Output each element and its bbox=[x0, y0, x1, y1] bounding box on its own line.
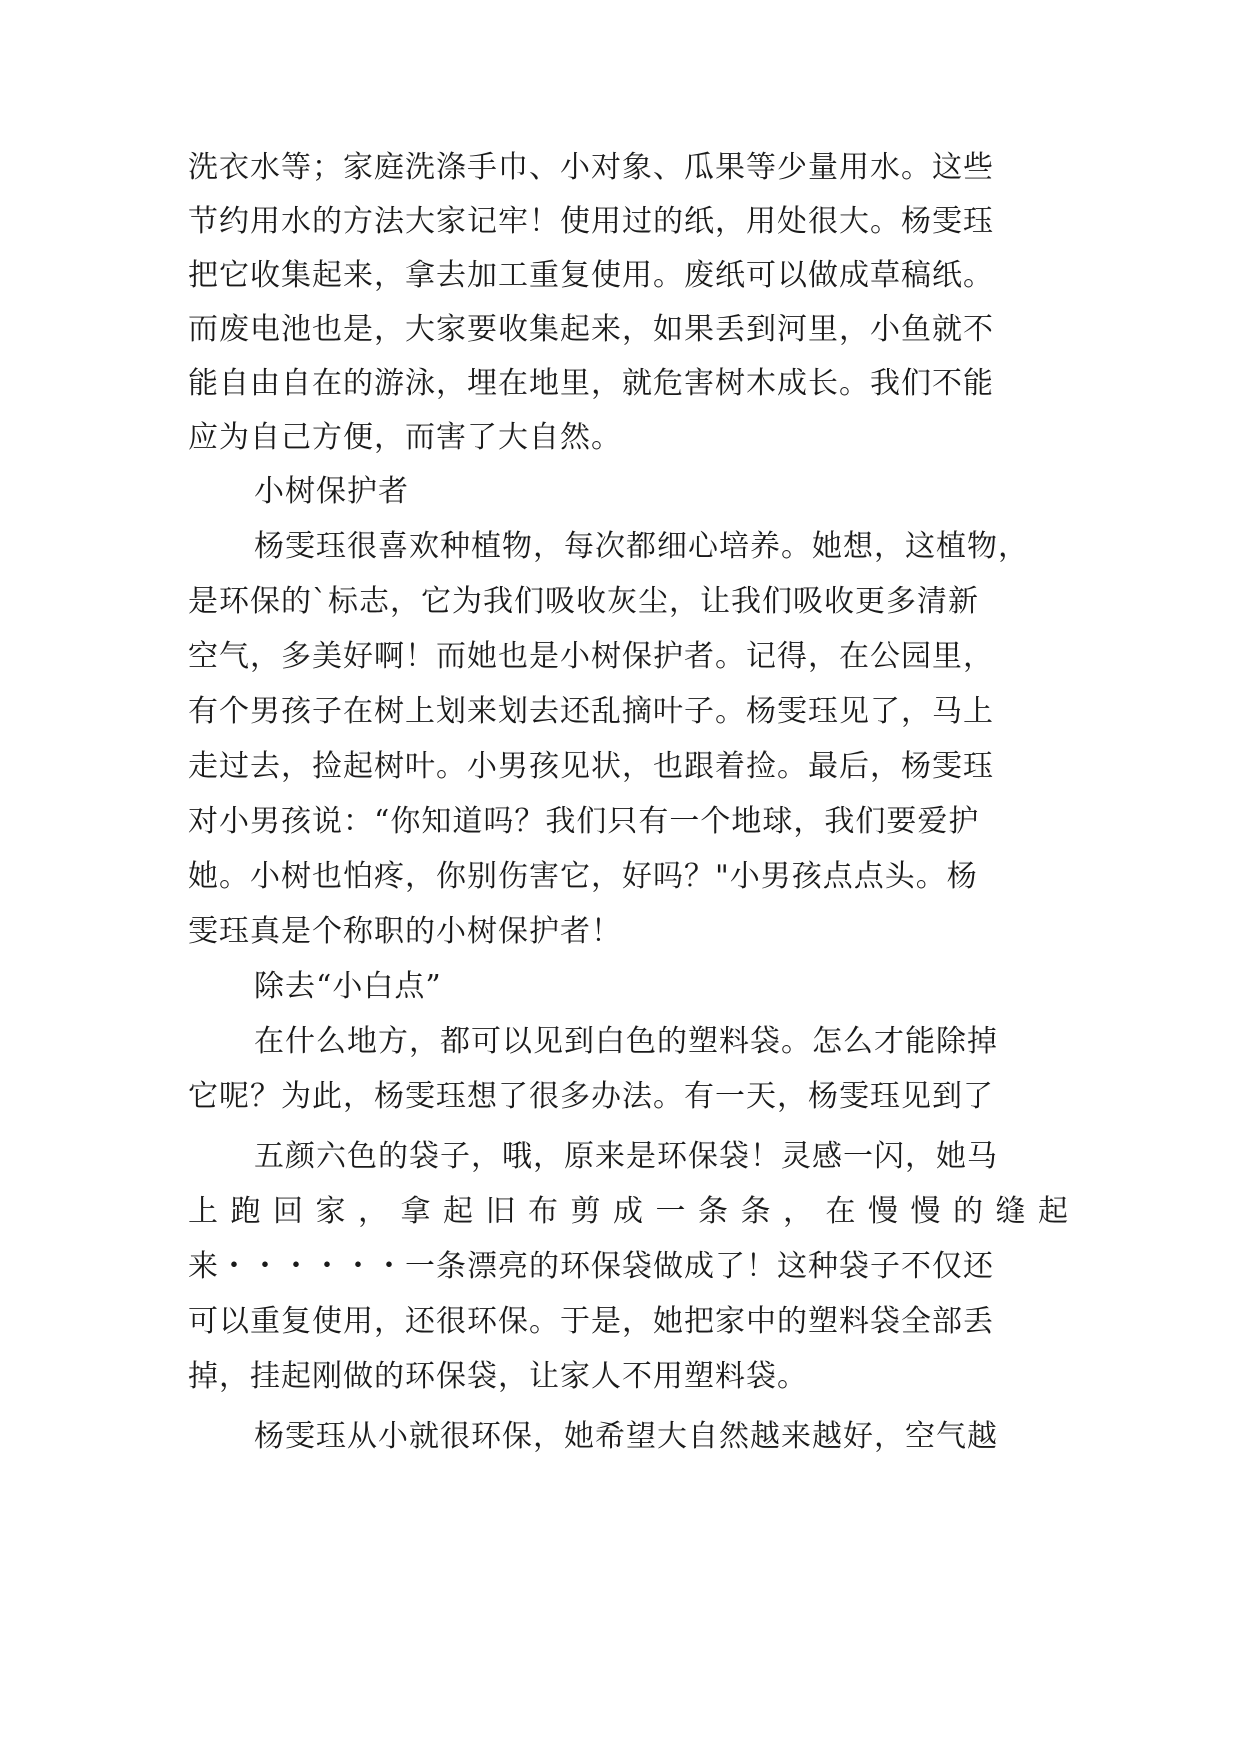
body-text-line: 有个男孩子在树上划来划去还乱摘叶子。杨雯珏见了，马上 bbox=[188, 694, 994, 729]
section-heading-tree-protector: 小树保护者 bbox=[254, 474, 409, 509]
body-text-line: 节约用水的方法大家记牢！使用过的纸，用处很大。杨雯珏 bbox=[188, 204, 994, 239]
section-heading-white-spots: 除去“小白点” bbox=[254, 969, 442, 1004]
body-text-line: 空气，多美好啊！而她也是小树保护者。记得，在公园里， bbox=[188, 639, 994, 674]
body-text-line: 能自由自在的游泳，埋在地里，就危害树木成长。我们不能 bbox=[188, 366, 994, 401]
body-text-line: 来・・・・・・一条漂亮的环保袋做成了！这种袋子不仅还 bbox=[188, 1249, 994, 1284]
body-text-line: 她。小树也怕疼，你别伤害它，好吗？"小男孩点点头。杨 bbox=[188, 859, 978, 894]
body-text-line: 杨雯珏从小就很环保，她希望大自然越来越好，空气越 bbox=[254, 1419, 998, 1454]
body-text-line: 掉，挂起刚做的环保袋，让家人不用塑料袋。 bbox=[188, 1359, 808, 1394]
body-text-line: 杨雯珏很喜欢种植物，每次都细心培养。她想，这植物， bbox=[254, 529, 1029, 564]
body-text-line: 应为自己方便，而害了大自然。 bbox=[188, 420, 622, 455]
body-text-line: 是环保的`标志，它为我们吸收灰尘，让我们吸收更多清新 bbox=[188, 584, 979, 619]
body-text-line: 五颜六色的袋子，哦，原来是环保袋！灵感一闪，她马 bbox=[254, 1139, 998, 1174]
body-text-line: 把它收集起来，拿去加工重复使用。废纸可以做成草稿纸。 bbox=[188, 258, 994, 293]
body-text-line: 而废电池也是，大家要收集起来，如果丢到河里，小鱼就不 bbox=[188, 312, 994, 347]
body-text-line: 可以重复使用，还很环保。于是，她把家中的塑料袋全部丢 bbox=[188, 1304, 994, 1339]
body-text-line: 走过去，捡起树叶。小男孩见状，也跟着捡。最后，杨雯珏 bbox=[188, 749, 994, 784]
body-text-line: 洗衣水等；家庭洗涤手巾、小对象、瓜果等少量用水。这些 bbox=[188, 150, 994, 185]
body-text-line: 上跑回家，拿起旧布剪成一条条，在慢慢的缝起 bbox=[188, 1194, 1081, 1229]
body-text-line: 在什么地方，都可以见到白色的塑料袋。怎么才能除掉 bbox=[254, 1024, 998, 1059]
body-text-line: 对小男孩说：“你知道吗？我们只有一个地球，我们要爱护 bbox=[188, 804, 980, 839]
body-text-line: 雯珏真是个称职的小树保护者！ bbox=[188, 914, 622, 949]
body-text-line: 它呢？为此，杨雯珏想了很多办法。有一天，杨雯珏见到了 bbox=[188, 1079, 994, 1114]
